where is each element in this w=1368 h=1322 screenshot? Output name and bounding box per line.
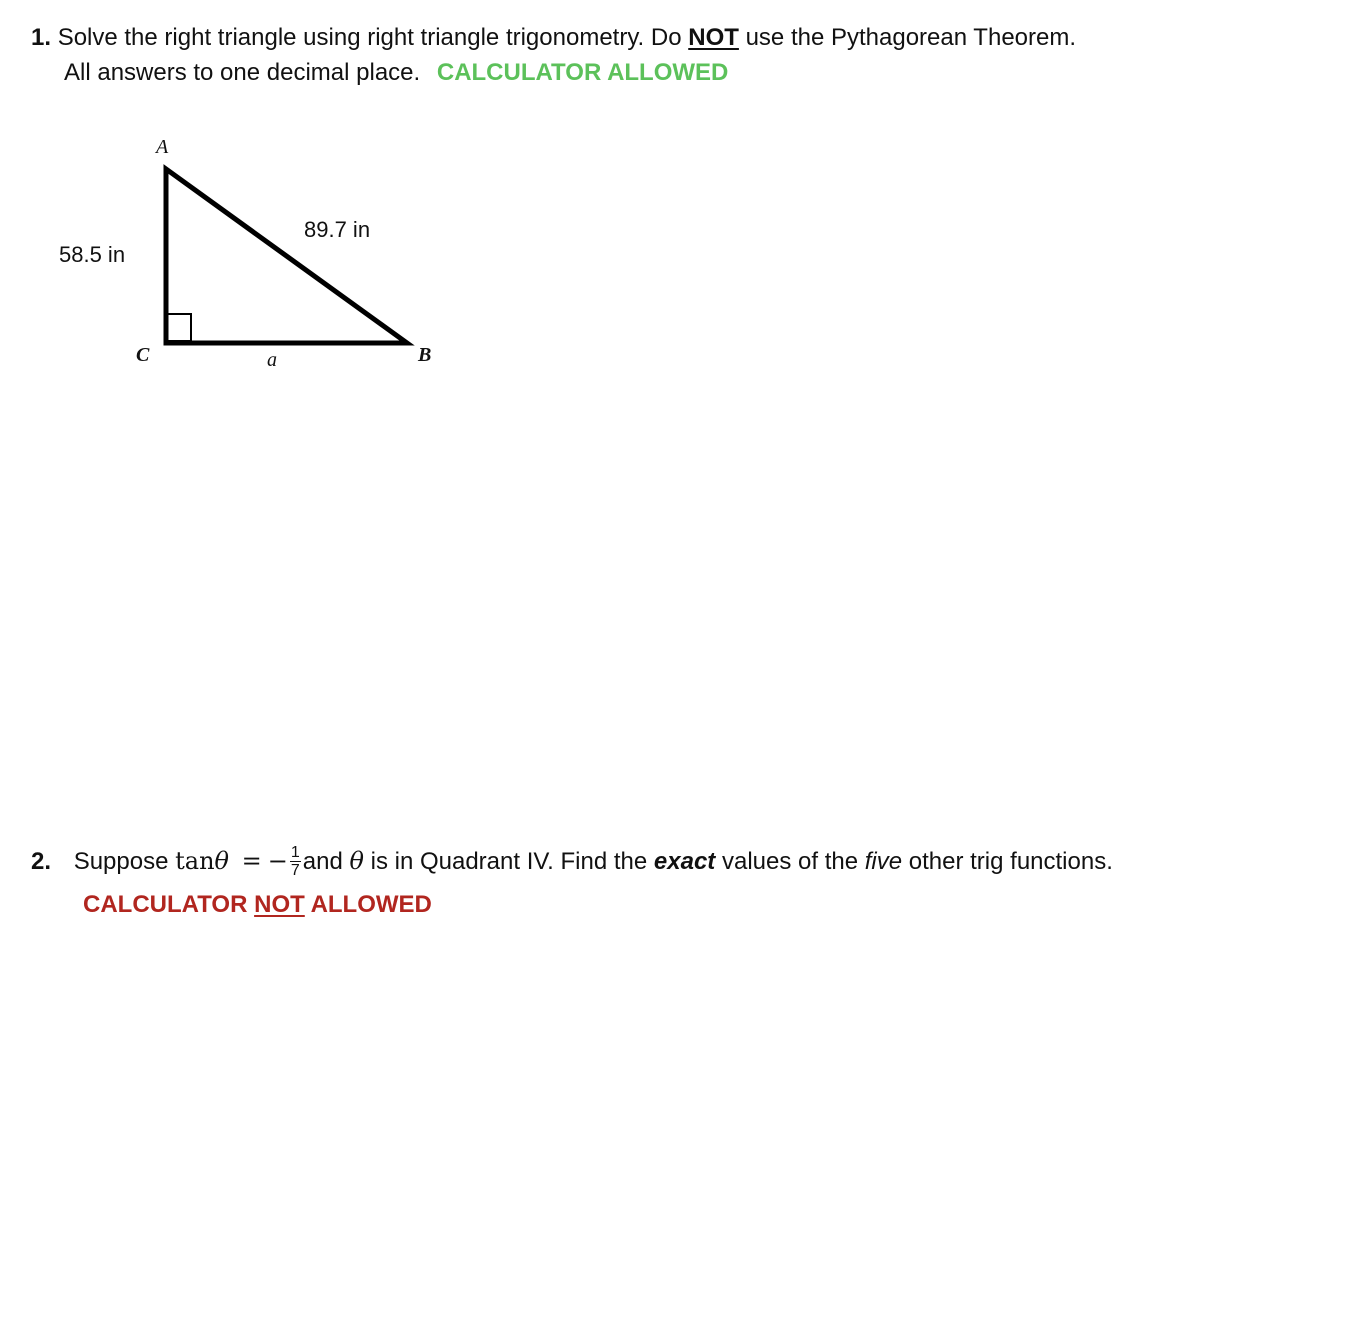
problem-2-suppose: Suppose <box>73 848 169 875</box>
theta-symbol-2: θ <box>349 847 364 875</box>
problem-2-end-text: other trig functions. <box>908 848 1113 875</box>
tan-function: tan <box>175 847 215 875</box>
problem-2-values-text: values of the <box>721 848 859 875</box>
side-a-label: a <box>267 349 277 371</box>
minus-sign: − <box>267 847 288 875</box>
five-emphasis: five <box>864 848 903 875</box>
problem-1-instructions: All answers to one decimal place. <box>64 59 421 86</box>
problem-1-not-emphasis: NOT <box>688 24 739 51</box>
fraction-denominator: 7 <box>290 862 300 880</box>
equals-sign: = <box>241 847 262 875</box>
triangle-shape <box>166 169 407 343</box>
fraction-one-seventh <box>290 844 301 879</box>
problem-2-number: 2. <box>31 848 52 875</box>
vertex-a-label: A <box>156 136 169 158</box>
problem-1-text-post: use the Pythagorean Theorem. <box>738 24 1077 51</box>
calc-not-word: NOT <box>254 891 305 918</box>
problem-2-line-1 <box>31 844 1113 880</box>
problem-1-text-pre: Solve the right triangle using right triangle trigonometry. Do <box>57 24 689 51</box>
exact-emphasis: exact <box>653 848 716 875</box>
calculator-not-allowed-note <box>83 888 432 922</box>
problem-2-quadrant-text: is in Quadrant IV. Find the <box>370 848 648 875</box>
theta-symbol: θ <box>214 847 229 875</box>
calc-word: CALCULATOR <box>83 891 248 918</box>
fraction-numerator: 1 <box>290 844 300 862</box>
vertex-b-label: B <box>418 344 432 366</box>
calculator-allowed-note: CALCULATOR ALLOWED <box>436 59 729 86</box>
problem-1-number: 1. <box>31 24 52 51</box>
problem-2-and: and <box>302 848 343 875</box>
side-ac-length: 58.5 in <box>59 242 126 267</box>
right-angle-marker <box>166 314 191 341</box>
calc-allowed-word: ALLOWED <box>310 891 432 918</box>
vertex-c-label: C <box>136 344 150 366</box>
hypotenuse-length: 89.7 in <box>304 217 371 242</box>
